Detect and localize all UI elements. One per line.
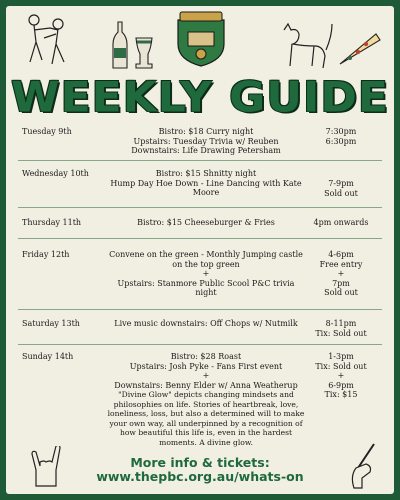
event-line: Live music downstairs: Off Chops w/ Nutmilk — [114, 319, 298, 328]
day-name: Sunday 14th — [22, 352, 74, 361]
divider — [18, 344, 382, 345]
pizza-slice-icon — [336, 30, 382, 70]
event-line: Bistro: $18 Curry night — [158, 127, 254, 136]
time-line: Sold out — [324, 188, 358, 198]
day-name: Wednesday 10th — [22, 169, 89, 178]
event-line: Bistro: $28 Roast — [170, 352, 242, 361]
time-line: 7pm — [332, 278, 350, 288]
day-times — [301, 218, 381, 228]
event-description: "Divine Glow" depicts changing mindsets and philosophies on life. Stories of heartbreak, love, loneliness, loss, but also a determined will to make your own way, all underpinned by a recognition of how beautiful this life is, even in the hardest moments. A divine glow. — [107, 390, 305, 447]
time-line: Sold out — [324, 288, 358, 297]
day-times — [301, 319, 381, 338]
day-times — [301, 179, 381, 198]
event-line: Convene on the green - Monthly Jumping castle on the top green — [109, 250, 303, 269]
time-line: Tix: Sold out — [315, 328, 367, 338]
day-name: Tuesday 9th — [22, 127, 72, 136]
event-line: Bistro: $15 Cheeseburger & Fries — [137, 218, 275, 227]
poster — [6, 6, 394, 494]
day-times — [301, 250, 381, 298]
time-line: 1-3pm — [328, 352, 354, 361]
time-line: 4pm onwards — [313, 218, 369, 227]
event-line: Bistro: $15 Shnitty night — [155, 169, 257, 178]
cat-icon — [278, 20, 334, 70]
event-plus: + — [202, 371, 210, 380]
event-line: Hump Day Hoe Down - Line Dancing with Kate Moore — [110, 178, 302, 197]
club-crest-icon — [174, 10, 228, 68]
page-title: WEEKLY GUIDE — [11, 73, 389, 122]
day-name: Friday 12th — [22, 250, 70, 259]
divider — [18, 207, 382, 208]
divider — [18, 309, 382, 310]
day-name: Thursday 11th — [22, 218, 82, 227]
time-line: 4-6pm — [328, 250, 354, 259]
day-times — [301, 127, 381, 146]
event-line: Upstairs: Josh Pyke - Fans First event — [129, 361, 283, 371]
day-events — [106, 250, 306, 298]
time-line: 6-9pm — [328, 380, 354, 390]
day-events — [106, 127, 306, 156]
event-line: Upstairs: Tuesday Trivia w/ Reuben — [133, 136, 279, 146]
time-line: 8-11pm — [325, 319, 357, 328]
time-line: Tix: $15 — [324, 390, 358, 399]
event-plus: + — [202, 269, 210, 278]
time-line: Tix: Sold out — [315, 361, 367, 371]
event-line: Upstairs: Stanmore Public Scool P&C trivia night — [117, 278, 295, 297]
divider — [18, 160, 382, 161]
footer-heading: More info & tickets: — [130, 455, 270, 470]
wrestlers-icon — [16, 10, 76, 68]
event-line: Downstairs: Life Drawing Petersham — [131, 146, 281, 155]
time-plus: + — [337, 269, 345, 278]
event-line: Downstairs: Benny Elder w/ Anna Weatherup — [114, 380, 298, 390]
day-events — [106, 169, 306, 198]
day-events — [106, 218, 306, 228]
footer-link[interactable]: www.thepbc.org.au/whats-on — [96, 469, 304, 484]
footer — [6, 456, 394, 484]
day-events — [106, 319, 306, 329]
divider — [18, 238, 382, 239]
day-name: Saturday 13th — [22, 319, 80, 328]
time-line: 7-9pm — [328, 179, 354, 188]
time-plus: + — [337, 371, 345, 380]
beer-glass-icon — [134, 36, 154, 70]
day-times — [301, 352, 381, 400]
day-events — [106, 352, 306, 447]
time-line: 7:30pm — [325, 127, 357, 136]
time-line: Free entry — [319, 259, 363, 269]
time-line: 6:30pm — [325, 136, 357, 146]
beer-bottle-icon — [110, 20, 130, 70]
